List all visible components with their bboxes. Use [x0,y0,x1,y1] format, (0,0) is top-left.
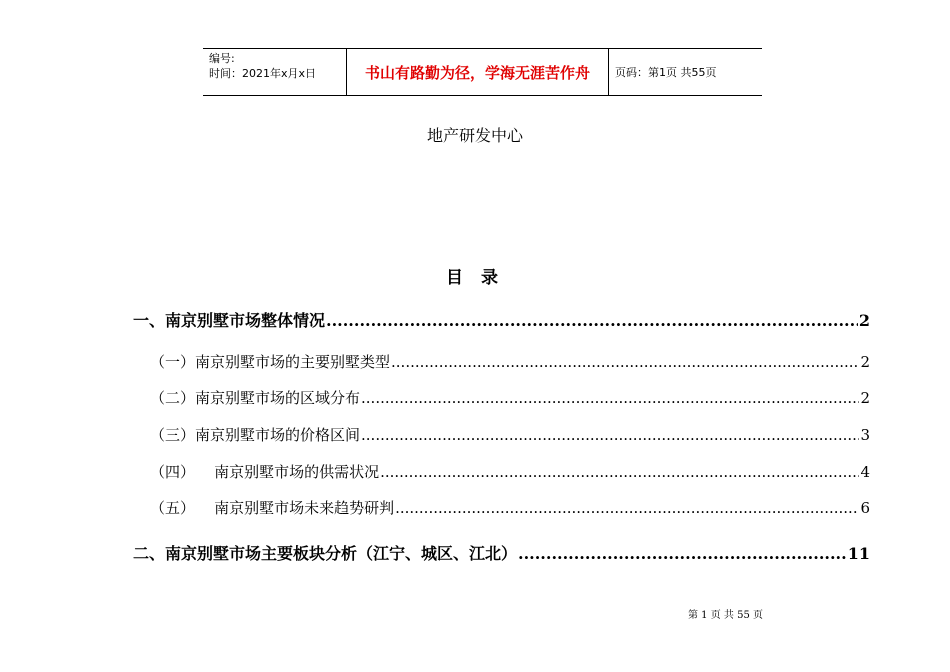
toc-entry-label: （五） 南京别墅市场未来趋势研判 [150,499,395,517]
page-header [203,48,762,96]
toc-entry-label: （一）南京别墅市场的主要别墅类型 [150,353,391,371]
toc-entry-label: （四） 南京别墅市场的供需状况 [150,463,380,481]
department-title: 地产研发中心 [426,126,523,145]
toc-entry-7[interactable] [133,541,870,564]
toc-leader [361,426,859,444]
toc-entry-2[interactable] [150,351,870,372]
toc-entry-1[interactable] [133,308,870,331]
toc-entry-label: （三）南京别墅市场的价格区间 [150,426,361,444]
toc-entry-page: 2 [860,389,870,407]
toc-leader [391,353,859,371]
toc-leader [361,389,859,407]
toc-entry-page: 3 [860,426,870,444]
toc-entry-label: 二、南京别墅市场主要板块分析（江宁、城区、江北） [133,544,518,563]
header-motto: 书山有路勤为径，学海无涯苦作舟 [346,49,609,95]
toc-entry-label: （二）南京别墅市场的区域分布 [150,389,361,407]
toc-leader [326,311,858,330]
toc-entry-page: 2 [860,353,870,371]
toc-entry-label: 一、南京别墅市场整体情况 [133,311,326,330]
time-label: 时间：2021年x月x日 [209,67,317,80]
page-footer: 第 1 页 共 55 页 [688,610,763,621]
toc-leader [518,544,847,563]
toc-entry-6[interactable] [150,497,870,518]
toc-entry-page: 11 [847,544,870,563]
toc-entry-3[interactable] [150,387,870,408]
header-meta [203,49,346,95]
toc-entry-4[interactable] [150,424,870,445]
toc-entry-page: 4 [860,463,870,481]
toc-title: 目 录 [446,268,504,288]
toc-leader [380,463,859,481]
doc-number-label: 编号: [209,52,235,65]
toc-entry-page: 2 [858,311,870,330]
toc-entry-page: 6 [860,499,870,517]
toc-leader [395,499,859,517]
header-page-label: 页码：第1页 共55页 [615,66,717,79]
toc-entry-5[interactable] [150,461,870,482]
